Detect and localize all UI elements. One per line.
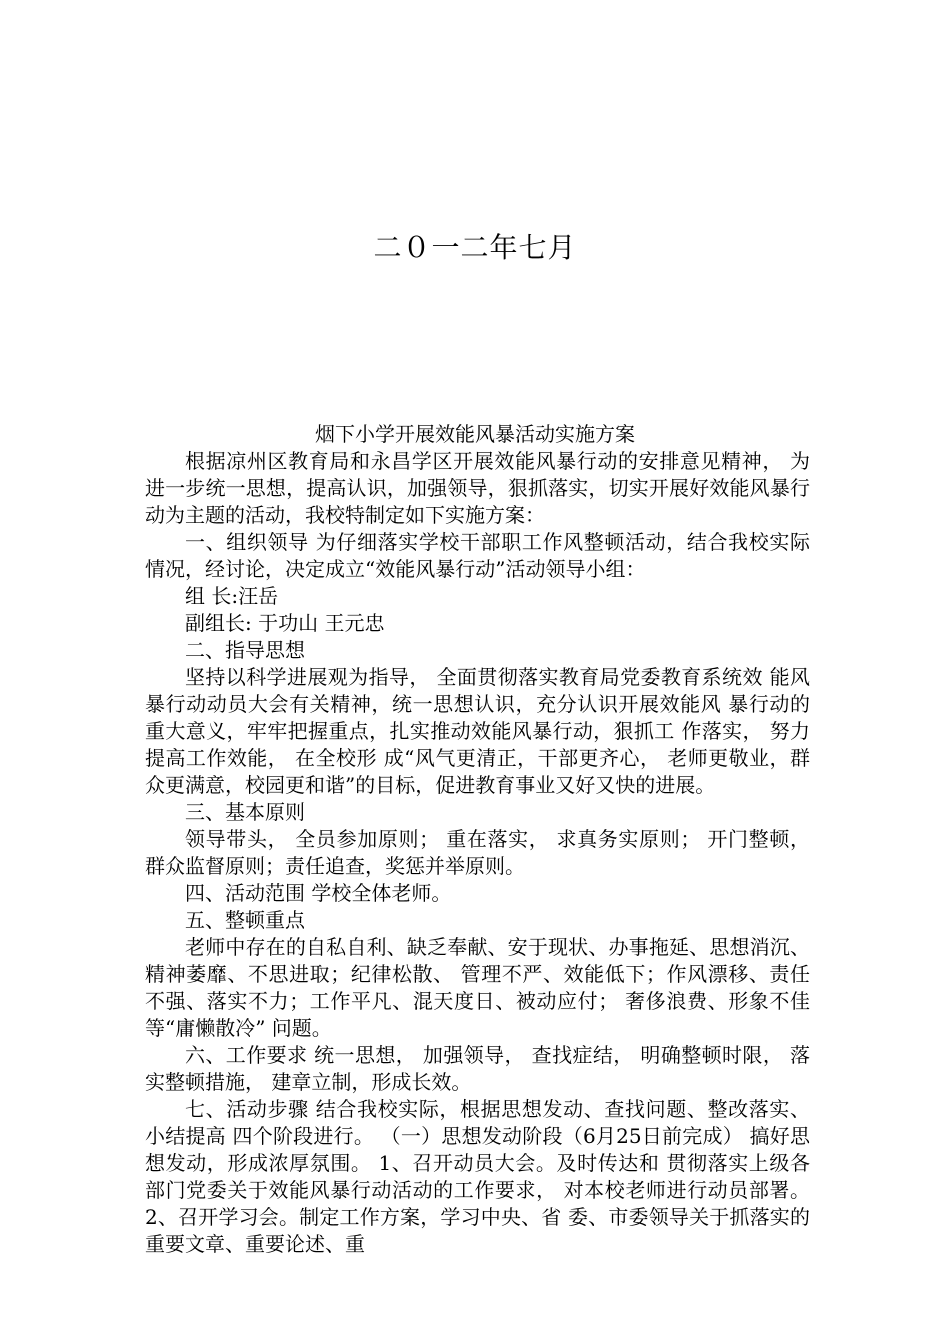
document-title: 烟下小学开展效能风暴活动实施方案 [315,422,635,446]
paragraph-activity-steps: 七、活动步骤 结合我校实际，根据思想发动、查找问题、整改落实、小结提高 四个阶段进行。 （一）思想发动阶段（6月25日前完成） 搞好思想发动，形成浓厚氛围。 1、召开动员大会。及时传达和 贯彻落实上级各部门党委关于效能风暴行动活动的工作要求， 对本校老师进行动员部署。 2、召开学习会。制定工作方案，学习中央、省 委、市委领导关于抓落实的重要文章、重要论述、重 [145,1097,810,1256]
paragraph-guiding-ideology: 坚持以科学进展观为指导， 全面贯彻落实教育局党委教育系统效 能风暴行动动员大会有关精神，统一思想认识，充分认识开展效能风 暴行动的重大意义，牢牢把握重点，扎实推动效能风暴行动，狠抓工 作落实， 努力提高工作效能， 在全校形 成“风气更清正，干部更齐心， 老师更敬业，群众更满意，校园更和谐”的目标，促进教育事业又好又快的进展。 [145,665,810,797]
paragraph-basic-principles: 领导带头， 全员参加原则； 重在落实， 求真务实原则； 开门整顿， 群众监督原则；责任追查，奖惩并举原则。 [145,827,810,878]
paragraph-intro: 根据凉州区教育局和永昌学区开展效能风暴行动的安排意见精神， 为进一步统一思想，提高认识，加强领导，狠抓落实，切实开展好效能风暴行动为主题的活动，我校特制定如下实施方案： [145,449,810,527]
section-heading-basic-principles: 三、基本原则 [185,800,305,824]
date-line: 二０一二年七月 [373,231,577,264]
paragraph-deputy-leader: 副组长: 于功山 王元忠 [185,611,385,635]
paragraph-leader: 组 长:汪岳 [185,584,279,608]
paragraph-work-requirements: 六、工作要求 统一思想， 加强领导， 查找症结， 明确整顿时限， 落实整顿措施， 建章立制，形成长效。 [145,1043,810,1094]
paragraph-activity-scope: 四、活动范围 学校全体老师。 [185,881,452,905]
paragraph-rectification-focus: 老师中存在的自私自利、缺乏奉献、安于现状、办事拖延、思想消沉、精神萎靡、不思进取；纪律松散、 管理不严、效能低下；作风漂移、责任不强、落实不力；工作平凡、混天度日、被动应付； 奢侈浪费、形象不佳等“庸懒散冷” 问题。 [145,935,810,1040]
paragraph-organization: 一、组织领导 为仔细落实学校干部职工作风整顿活动，结合我校实际情况，经讨论，决定成立“效能风暴行动”活动领导小组： [145,530,810,581]
document-body [145,448,810,1258]
section-heading-guiding-ideology: 二、指导思想 [185,638,305,662]
section-heading-rectification-focus: 五、整顿重点 [185,908,305,932]
